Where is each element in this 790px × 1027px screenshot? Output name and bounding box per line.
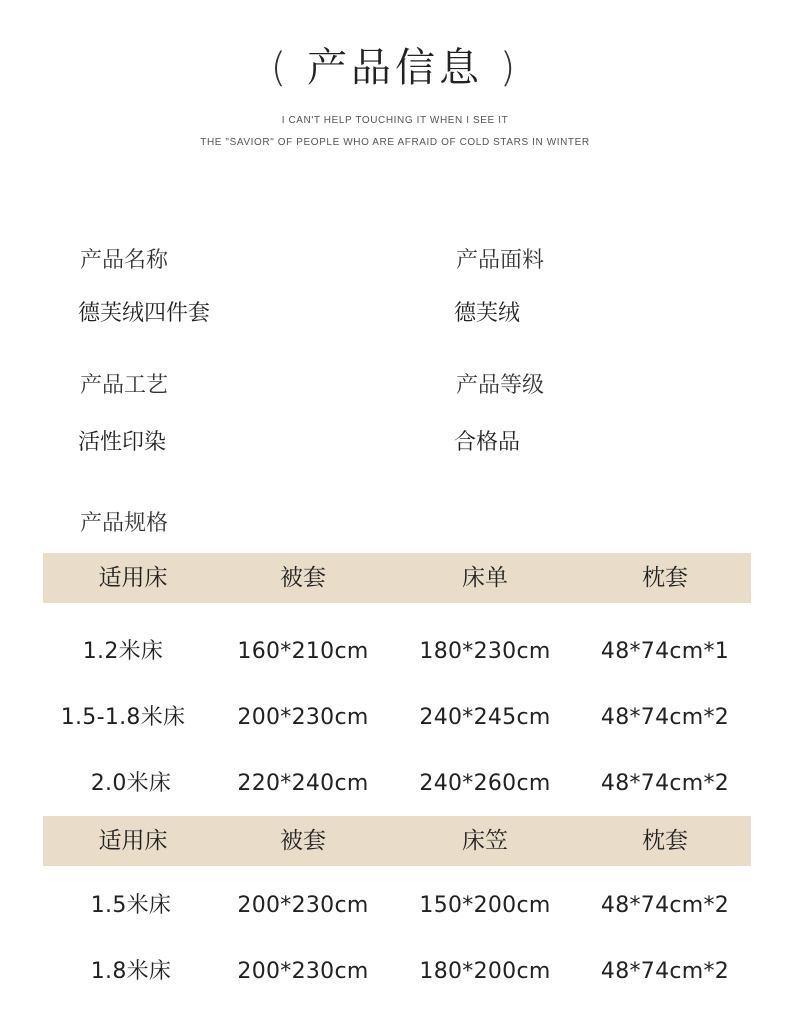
table2-header-bed: 适用床	[98, 828, 168, 854]
row1-sheet: 180*230cm	[419, 639, 551, 664]
title-open-paren: (	[270, 45, 291, 91]
row5-duvet: 200*230cm	[237, 959, 369, 984]
craft-label: 产品工艺	[80, 373, 169, 398]
table1-header-pillow: 枕套	[642, 565, 688, 591]
row2-duvet: 200*230cm	[237, 705, 369, 730]
row4-fitted-sheet: 150*200cm	[419, 893, 551, 918]
grade-value: 合格品	[454, 430, 521, 455]
table1-header	[43, 553, 751, 603]
fabric-label: 产品面料	[456, 248, 545, 273]
table1-header-bed: 适用床	[98, 565, 168, 591]
subtitle-line-1: I CAN'T HELP TOUCHING IT WHEN I SEE IT	[281, 115, 509, 126]
craft-value: 活性印染	[78, 430, 167, 455]
row2-sheet: 240*245cm	[419, 705, 551, 730]
title-text: 产品信息	[307, 45, 483, 91]
table2-header-pillow: 枕套	[642, 828, 688, 854]
table2-header-fitted-sheet: 床笠	[462, 828, 508, 854]
name-value: 德芙绒四件套	[78, 301, 211, 326]
row4-pillow: 48*74cm*2	[600, 893, 730, 918]
row3-bed: 2.0米床	[90, 771, 172, 796]
table1-header-sheet: 床单	[462, 565, 508, 591]
row3-sheet: 240*260cm	[419, 771, 551, 796]
table1-header-duvet: 被套	[280, 565, 326, 591]
row2-bed: 1.5-1.8米床	[60, 705, 186, 730]
row1-pillow: 48*74cm*1	[600, 639, 730, 664]
row1-duvet: 160*210cm	[237, 639, 369, 664]
fabric-value: 德芙绒	[454, 301, 521, 326]
row5-pillow: 48*74cm*2	[600, 959, 730, 984]
grade-label: 产品等级	[456, 373, 545, 398]
row4-duvet: 200*230cm	[237, 893, 369, 918]
title-close-paren: )	[499, 45, 520, 91]
table2-header	[43, 816, 751, 866]
subtitle-line-2: THE "SAVIOR" OF PEOPLE WHO ARE AFRAID OF COLD STARS IN WINTER	[200, 137, 590, 148]
row5-fitted-sheet: 180*200cm	[419, 959, 551, 984]
row2-pillow: 48*74cm*2	[600, 705, 730, 730]
row5-bed: 1.8米床	[90, 959, 172, 984]
row1-bed: 1.2米床	[82, 639, 164, 664]
section-header	[0, 40, 790, 96]
spec-label: 产品规格	[80, 511, 169, 536]
name-label: 产品名称	[80, 248, 169, 273]
row4-bed: 1.5米床	[90, 893, 172, 918]
page-title	[0, 40, 790, 96]
table2-header-duvet: 被套	[280, 828, 326, 854]
row3-duvet: 220*240cm	[237, 771, 369, 796]
row3-pillow: 48*74cm*2	[600, 771, 730, 796]
